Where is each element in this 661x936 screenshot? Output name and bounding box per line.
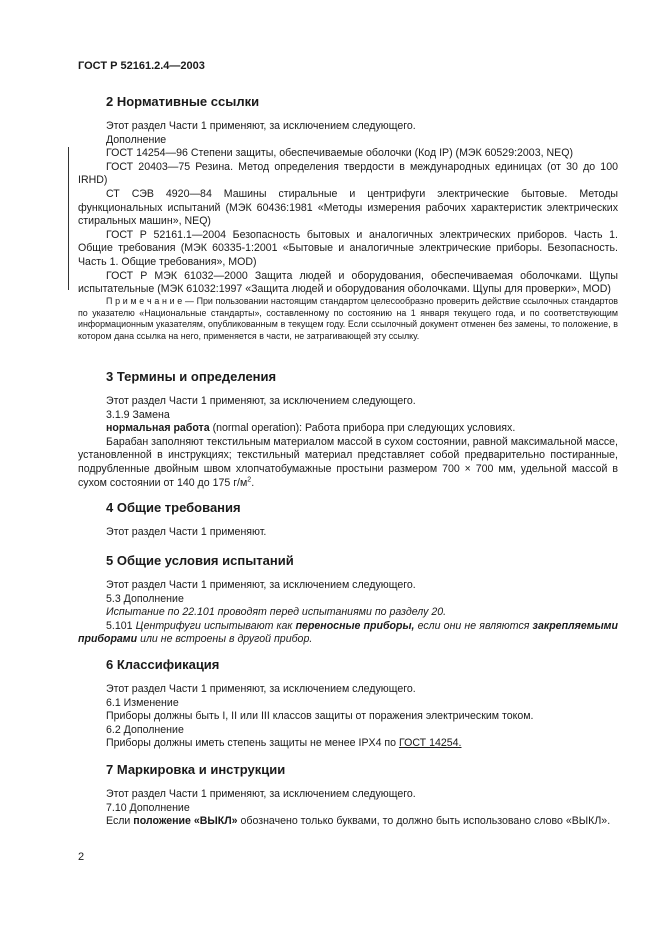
section-2-body — [78, 120, 618, 297]
paragraph: 7.10 Дополнение — [106, 801, 190, 814]
paragraph: 3.1.9 Замена — [106, 408, 170, 421]
paragraph: Приборы должны быть I, II или III классов защиты от поражения электрическим током. — [106, 710, 534, 723]
section-4-heading: 4 Общие требования — [106, 500, 241, 515]
reference-item: ГОСТ Р 52161.1—2004 Безопасность бытовых и аналогичных электрических приборов. Часть 1. Общие требования (МЭК 60335-1:2001 «Бытовые и аналогичные электрические приборы. Безопасность. Часть 1. Общие требования», MOD) — [78, 228, 618, 268]
paragraph: Этот раздел Части 1 применяют, за исключением следующего. — [106, 120, 416, 132]
paragraph: Этот раздел Части 1 применяют. — [106, 526, 267, 538]
term: положение «ВЫКЛ» — [133, 815, 238, 828]
paragraph: 5.3 Дополнение — [106, 592, 184, 605]
section-7-body — [78, 788, 618, 829]
section-2-heading: 2 Нормативные ссылки — [106, 94, 260, 109]
paragraph: Барабан заполняют текстильным материалом массой в сухом состоянии, равной максимальной массе, установленной в инструкциях; текстильный материал представляет собой предварительно постиранные, подрубленные двойным швом хлопчатобумажные простыни размером 700 × 700 мм, удельной массой в сухом состоянии от 140 до 175 г/м — [78, 435, 618, 489]
text: Центрифуги испытывают как — [135, 619, 296, 632]
text: Приборы должны иметь степень защиты не менее IPX4 по — [106, 737, 399, 750]
paragraph: Этот раздел Части 1 применяют, за исключением следующего. — [106, 395, 416, 407]
change-bar — [68, 147, 69, 290]
reference-item: ГОСТ Р МЭК 61032—2000 Защита людей и оборудования, обеспечиваемая оболочками. Щупы испытательные (МЭК 61032:1997 «Защита людей и оборудования оболочками. Щупы для проверки», MOD) — [78, 269, 618, 296]
note-label: П р и м е ч а н и е — — [106, 296, 197, 306]
paragraph: Этот раздел Части 1 применяют, за исключением следующего. — [106, 683, 416, 695]
paragraph: Испытание по 22.101 проводят перед испытаниями по разделу 20. — [106, 606, 447, 619]
section-5-body — [78, 579, 618, 647]
text: или не встроены в другой прибор. — [137, 633, 313, 646]
period: . — [251, 476, 255, 489]
text: Если — [106, 815, 134, 828]
reference-item: ГОСТ 14254—96 Степени защиты, обеспечиваемые оболочки (Код IP) (МЭК 60529:2003, NEQ) — [106, 147, 573, 160]
term-definition: (normal operation): Работа прибора при следующих условиях. — [209, 422, 516, 435]
clause-number: 5.101 — [106, 619, 136, 632]
text: обозначено только буквами, то должно быть использовано слово «ВЫКЛ». — [237, 815, 611, 828]
section-6-heading: 6 Классификация — [106, 657, 220, 672]
section-3-body — [78, 395, 618, 490]
paragraph: Этот раздел Части 1 применяют, за исключением следующего. — [106, 788, 416, 800]
page-number: 2 — [78, 851, 85, 863]
section-4-body — [78, 526, 618, 540]
paragraph: Дополнение — [106, 133, 167, 146]
section-3-heading: 3 Термины и определения — [106, 369, 277, 384]
term: закрепляемыми приборами — [78, 619, 618, 646]
superscript: 2 — [247, 476, 252, 484]
standard-link[interactable]: ГОСТ 14254. — [398, 737, 462, 750]
paragraph: Этот раздел Части 1 применяют, за исключением следующего. — [106, 579, 416, 591]
text: если они не являются — [414, 619, 533, 632]
section-5-heading: 5 Общие условия испытаний — [106, 553, 294, 568]
paragraph: 6.1 Изменение — [106, 696, 179, 709]
paragraph: 6.2 Дополнение — [106, 723, 184, 736]
section-6-body — [78, 683, 618, 751]
section-7-heading: 7 Маркировка и инструкции — [106, 762, 286, 777]
term: переносные приборы, — [295, 619, 415, 632]
term: нормальная работа — [106, 422, 210, 435]
document-header: ГОСТ Р 52161.2.4—2003 — [78, 60, 205, 72]
reference-item: ГОСТ 20403—75 Резина. Метод определения твердости в международных единицах (от 30 до 100 IRHD) — [78, 160, 618, 187]
note — [78, 296, 618, 342]
reference-item: СТ СЭВ 4920—84 Машины стиральные и центрифуги электрические бытовые. Методы функциональных испытаний (МЭК 60436:1981 «Методы измерения рабочих характеристик электрических стиральных машин», NEQ) — [78, 187, 618, 228]
note-text: При пользовании настоящим стандартом целесообразно проверить действие ссылочных стандартов по указателю «Национальные стандарты», составленному по состоянию на 1 января текущего года, и по соответствующим информационным указателям, опубликованным в текущем году. Если ссылочный документ отменен без замены, то положение, в котором дана ссылка на него, применяется в части, не затрагивающей эту ссылку. — [78, 296, 618, 341]
